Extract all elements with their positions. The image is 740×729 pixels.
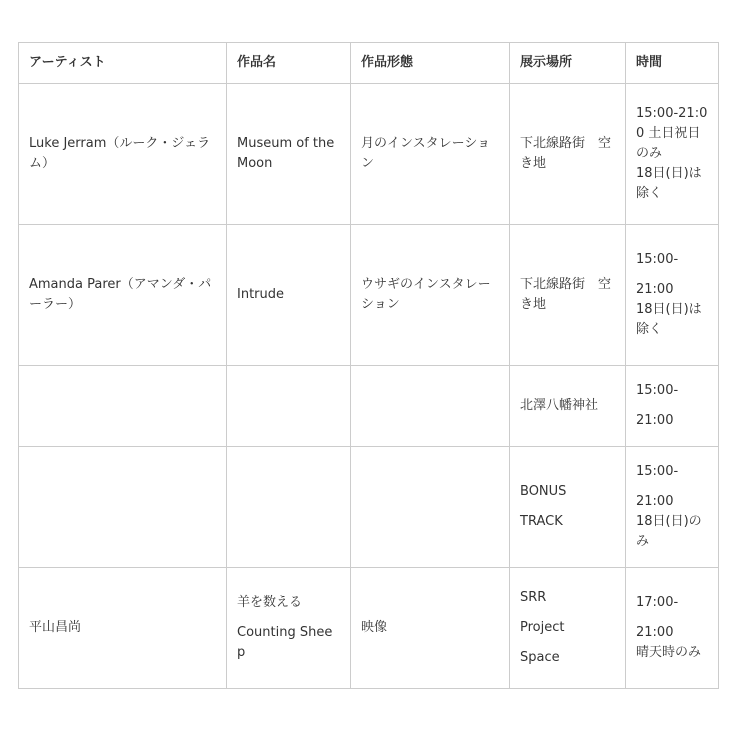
cell-venue (510, 366, 626, 447)
table-row (19, 84, 719, 225)
cell-work-form: ウサギのインスタレーション (351, 225, 510, 366)
cell-work-title (227, 447, 351, 568)
cell-venue (510, 568, 626, 689)
work-title-text: Counting Sheep (237, 625, 333, 660)
table-row (19, 447, 719, 568)
cell-time (626, 366, 719, 447)
work-title-text: 羊を数える (237, 595, 303, 610)
cell-artist (19, 366, 227, 447)
header-artist: アーティスト (19, 43, 227, 84)
time-start: 15:00- (636, 464, 679, 479)
header-venue: 展示場所 (510, 43, 626, 84)
exhibition-table-container (18, 42, 718, 689)
table-row (19, 225, 719, 366)
header-time: 時間 (626, 43, 719, 84)
cell-time (626, 568, 719, 689)
time-end: 21:00 (636, 282, 674, 297)
header-work-title: 作品名 (227, 43, 351, 84)
time-start: 15:00- (636, 383, 679, 398)
time-end: 21:00 (636, 413, 674, 428)
cell-venue (510, 225, 626, 366)
exhibition-table (18, 42, 719, 689)
venue-text: 下北線路街 空き地 (520, 136, 612, 171)
cell-artist (19, 447, 227, 568)
venue-text: 北澤八幡神社 (520, 398, 599, 413)
time-start: 17:00- (636, 595, 679, 610)
time-text: 15:00-21:00 土日祝日のみ (636, 106, 708, 161)
cell-work-title (227, 225, 351, 366)
table-row (19, 568, 719, 689)
time-note: 18日(日)は除く (636, 302, 702, 337)
venue-text: Project (520, 620, 565, 635)
cell-artist: Amanda Parer（アマンダ・パーラー） (19, 225, 227, 366)
time-end: 21:00 (636, 494, 674, 509)
table-row (19, 366, 719, 447)
time-note: 晴天時のみ (636, 645, 702, 660)
venue-text: TRACK (520, 514, 563, 529)
cell-work-form (351, 366, 510, 447)
cell-work-form (351, 447, 510, 568)
time-start: 15:00- (636, 252, 679, 267)
venue-text: SRR (520, 590, 547, 605)
cell-venue (510, 84, 626, 225)
work-title-text: Intrude (237, 287, 285, 302)
table-header-row (19, 43, 719, 84)
cell-time (626, 447, 719, 568)
cell-work-form: 月のインスタレーション (351, 84, 510, 225)
work-title-text: Museum of the Moon (237, 136, 335, 171)
venue-text: 下北線路街 空き地 (520, 277, 612, 312)
time-end: 21:00 (636, 625, 674, 640)
header-work-form: 作品形態 (351, 43, 510, 84)
cell-work-title (227, 568, 351, 689)
venue-text: BONUS (520, 484, 567, 499)
cell-work-form: 映像 (351, 568, 510, 689)
time-note: 18日(日)は除く (636, 166, 702, 201)
cell-work-title (227, 84, 351, 225)
cell-artist: 平山昌尚 (19, 568, 227, 689)
venue-text: Space (520, 650, 560, 665)
cell-time (626, 84, 719, 225)
cell-work-title (227, 366, 351, 447)
cell-artist: Luke Jerram（ルーク・ジェラム） (19, 84, 227, 225)
cell-time (626, 225, 719, 366)
cell-venue (510, 447, 626, 568)
time-note: 18日(日)のみ (636, 514, 702, 549)
